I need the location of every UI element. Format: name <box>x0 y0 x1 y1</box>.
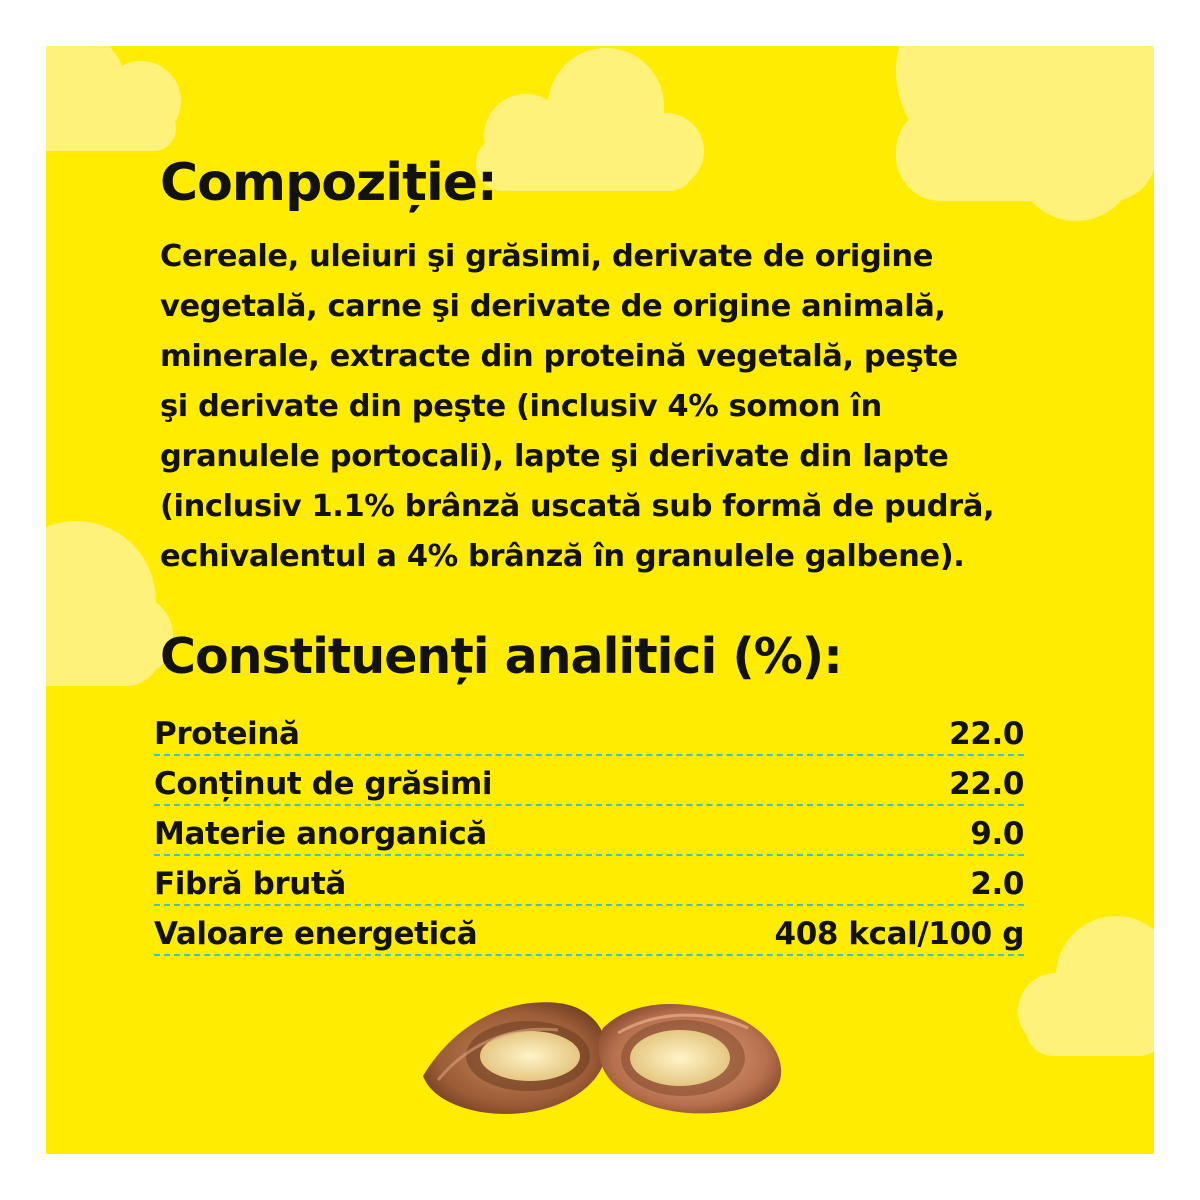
treat-left <box>423 1002 606 1114</box>
nutrition-panel <box>46 46 1154 1154</box>
composition-line: Cereale, uleiuri şi grăsimi, derivate de origine <box>160 239 934 274</box>
row-value-fiber: 2.0 <box>970 866 1024 902</box>
composition-line: echivalentul a 4% brânză în granulele galbene). <box>160 539 965 574</box>
table-row <box>154 806 1024 856</box>
table-row <box>154 856 1024 906</box>
row-label-energy: Valoare energetică <box>154 916 478 952</box>
row-label-protein: Proteină <box>154 716 300 752</box>
panel-content <box>46 46 1154 1154</box>
analytics-heading: Constituenți analitici (%): <box>160 628 842 685</box>
treat-right <box>599 1004 782 1113</box>
analytics-table <box>154 706 1024 956</box>
row-value-energy: 408 kcal/100 g <box>774 916 1024 952</box>
row-label-fiber: Fibră brută <box>154 866 346 902</box>
composition-heading: Compoziție: <box>160 153 497 213</box>
row-label-inorganic: Materie anorganică <box>154 816 487 852</box>
composition-line: şi derivate din peşte (inclusiv 4% somon în <box>160 389 882 424</box>
composition-line: minerale, extracte din proteină vegetală, peşte <box>160 339 958 374</box>
table-row <box>154 706 1024 756</box>
table-row <box>154 756 1024 806</box>
row-value-protein: 22.0 <box>949 716 1024 752</box>
row-value-fat: 22.0 <box>949 766 1024 802</box>
row-label-fat: Conținut de grăsimi <box>154 766 493 802</box>
row-value-inorganic: 9.0 <box>970 816 1024 852</box>
composition-line: (inclusiv 1.1% brânză uscată sub formă de pudră, <box>160 489 995 524</box>
composition-line: granulele portocali), lapte şi derivate din lapte <box>160 439 949 474</box>
table-row <box>154 906 1024 956</box>
composition-text <box>160 232 1100 582</box>
composition-line: vegetală, carne şi derivate de origine animală, <box>160 289 946 324</box>
treat-pillows-image <box>418 958 788 1128</box>
